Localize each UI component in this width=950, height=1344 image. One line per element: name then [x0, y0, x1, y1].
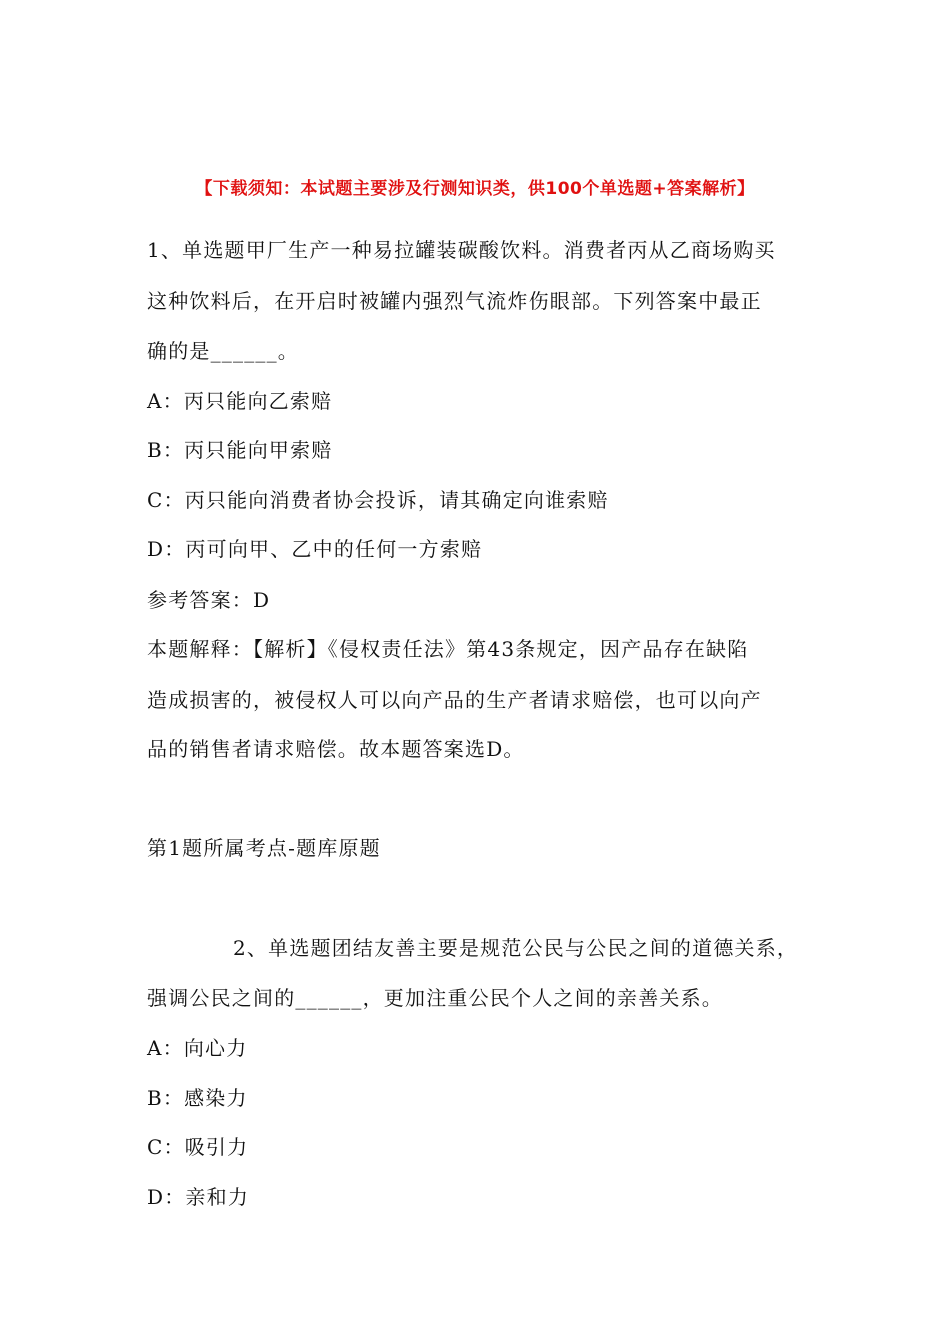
- q2-stem-line-1: 2、单选题团结友善主要是规范公民与公民之间的道德关系，: [233, 936, 799, 960]
- q2-stem-line-2: 强调公民之间的______，更加注重公民个人之间的亲善关系。: [147, 986, 723, 1010]
- q2-option-d: D：亲和力: [147, 1185, 250, 1209]
- q1-stem-line-2: 这种饮料后，在开启时被罐内强烈气流炸伤眼部。下列答案中最正: [147, 289, 762, 313]
- q1-explanation-line-3: 品的销售者请求赔偿。故本题答案选D。: [147, 737, 525, 761]
- q1-explanation-line-1: 本题解释：【解析】《侵权责任法》第43条规定，因产品存在缺陷: [147, 637, 749, 661]
- q1-explanation-line-2: 造成损害的，被侵权人可以向产品的生产者请求赔偿，也可以向产: [147, 688, 762, 712]
- q2-option-c: C：吸引力: [147, 1135, 249, 1159]
- q1-option-a: A：丙只能向乙索赔: [147, 389, 333, 413]
- q2-option-a: A：向心力: [147, 1036, 248, 1060]
- q1-stem-line-1: 1、单选题甲厂生产一种易拉罐装碳酸饮料。消费者丙从乙商场购买: [147, 238, 776, 262]
- q1-option-b: B：丙只能向甲索赔: [147, 438, 333, 462]
- q1-option-c: C：丙只能向消费者协会投诉，请其确定向谁索赔: [147, 488, 609, 512]
- q2-option-b: B：感染力: [147, 1086, 248, 1110]
- q1-answer: 参考答案：D: [147, 588, 271, 612]
- q1-stem-line-3: 确的是______。: [147, 339, 299, 363]
- q1-option-d: D：丙可向甲、乙中的任何一方索赔: [147, 537, 483, 561]
- download-notice: 【下载须知：本试题主要涉及行测知识类，供100个单选题+答案解析】: [195, 179, 755, 199]
- q1-topic: 第1题所属考点-题库原题: [147, 836, 381, 860]
